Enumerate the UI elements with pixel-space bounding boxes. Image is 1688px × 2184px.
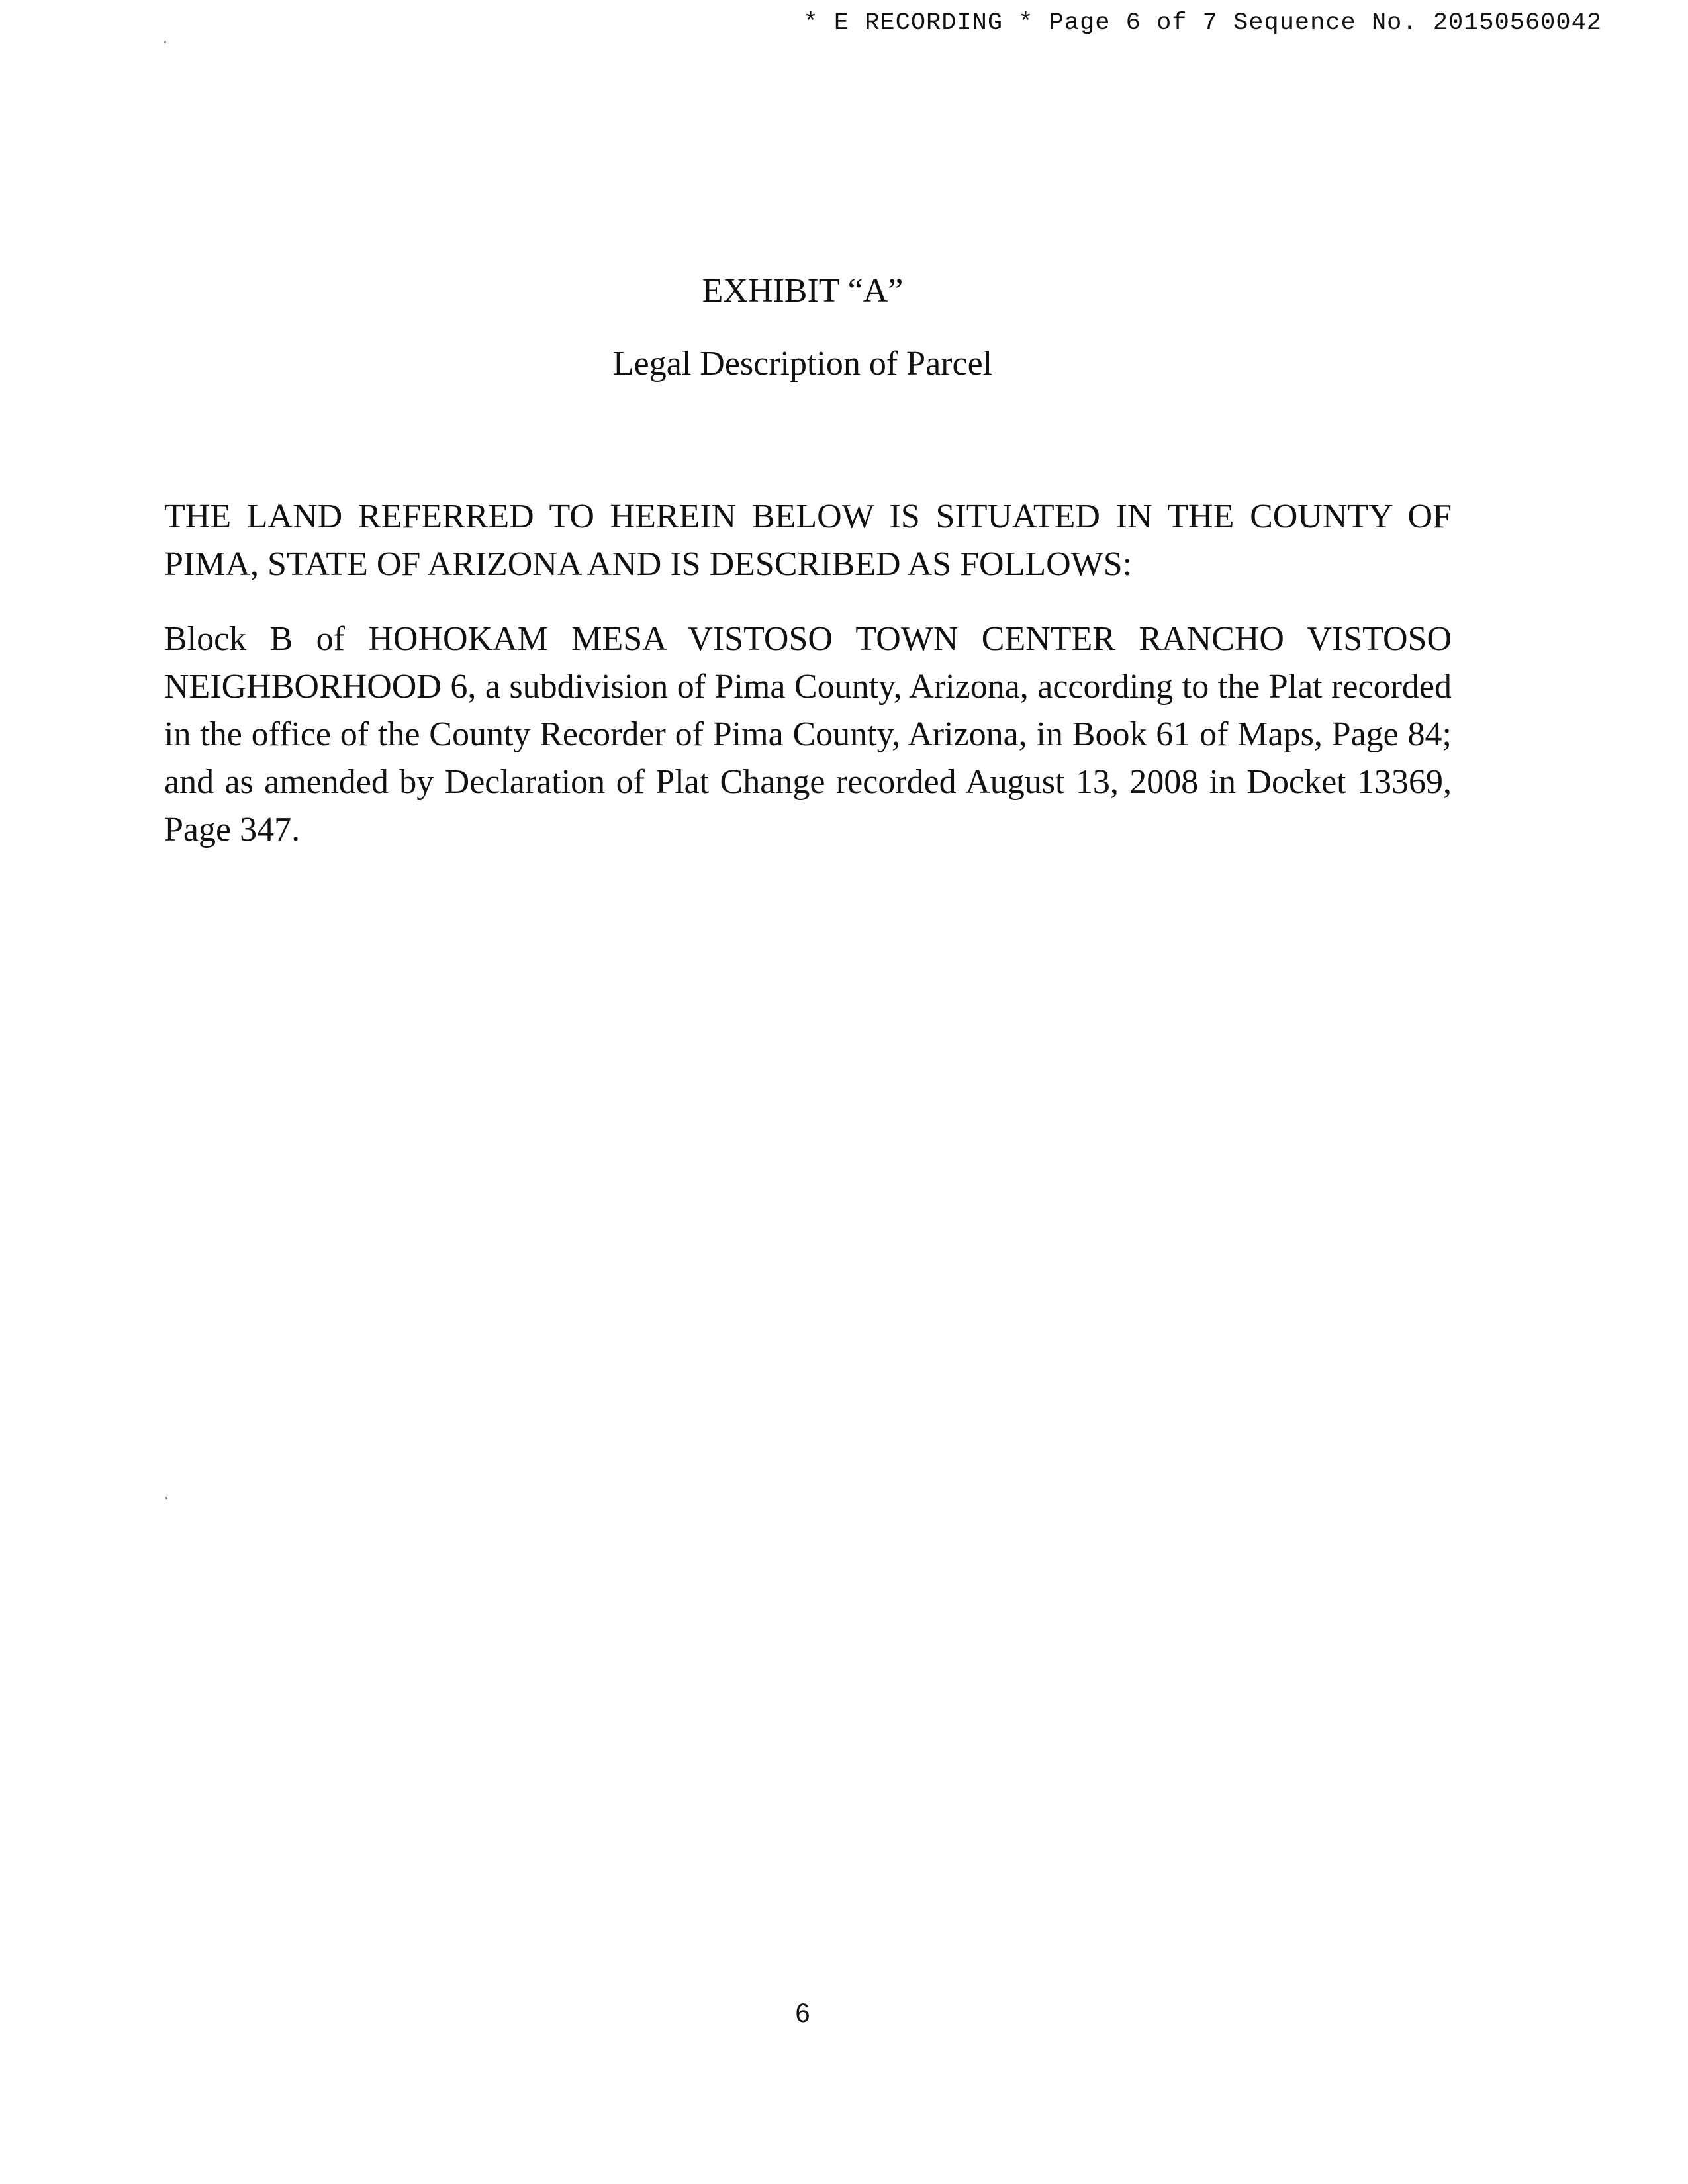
exhibit-subtitle: Legal Description of Parcel xyxy=(612,345,993,383)
scan-speck xyxy=(165,1497,167,1499)
exhibit-title: EXHIBIT “A” xyxy=(702,272,904,310)
page-number: 6 xyxy=(795,1999,810,2028)
intro-paragraph: THE LAND REFERRED TO HEREIN BELOW IS SITUATED IN THE COUNTY OF PIMA, STATE OF ARIZONA AND IS DESCRIBED AS FOLLOWS: xyxy=(164,498,1452,583)
scan-speck xyxy=(164,41,166,43)
recording-header: * E RECORDING * Page 6 of 7 Sequence No. 20150560042 xyxy=(803,9,1602,37)
legal-description-paragraph: Block B of HOHOKAM MESA VISTOSO TOWN CENTER RANCHO VISTOSO NEIGHBORHOOD 6, a subdivision of Pima County, Arizona, according to the Plat recorded in the office of the County Recorder of Pima County, Arizona, in Book 61 of Maps, Page 84; and as amended by Declaration of Plat Change recorded August 13, 2008 in Docket 13369, Page 347. xyxy=(164,620,1452,848)
